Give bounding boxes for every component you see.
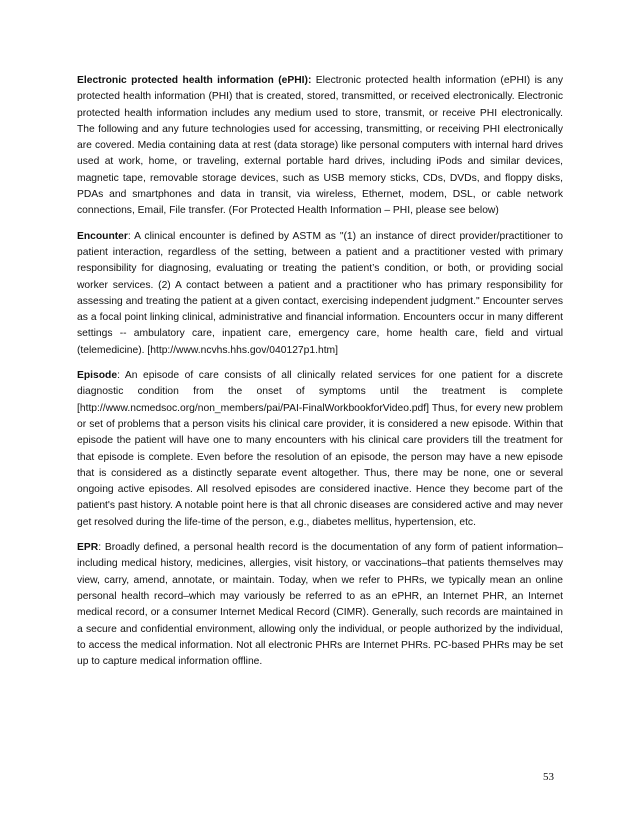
definition-encounter-text: : A clinical encounter is defined by ASTM as "(1) an instance of direct provider/practitioner to patient interaction, regardless of the setting, between a patient and a practitioner vested with primary responsibility for diagnosing, evaluating or treating the patient’s condition, or both, or providing social worker services. (2) A contact between a patient and a practitioner who has primary responsibility for assessing and treating the patient at a given contact, exercising independent judgment." Encounter serves as a focal point linking clinical, administrative and financial information. Encounters occur in many different settings -- ambulatory care, inpatient care, emergency care, home health care, field and virtual (telemedicine). [http://www.ncvhs.hhs.gov/040127p1.htm]: [77, 230, 563, 356]
definition-episode: [77, 368, 563, 531]
term-episode: Episode: [77, 370, 118, 382]
term-epr: EPR: [77, 542, 99, 554]
definition-epr-text: : Broadly defined, a personal health record is the documentation of any form of patient information–including medical history, medicines, allergies, visit history, or vaccinations–that patients themselves may view, carry, amend, annotate, or maintain. Today, when we refer to PHRs, we typically mean an online personal health record–which may variously be referred to as an ePHR, an Internet PHR, an Internet medical record, or a consumer Internet Medical Record (CIMR). Generally, such records are maintained in a secure and confidential environment, allowing only the individual, or people authorized by the individual, to access the medical information. Not all electronic PHRs are Internet PHRs. PC-based PHRs may be set up to capture medical information offline.: [77, 542, 563, 668]
definition-encounter: [77, 229, 563, 359]
page-number: 53: [543, 771, 554, 783]
definition-ephi: [77, 73, 563, 220]
definition-ephi-text: Electronic protected health information (ePHI) is any protected health information (PHI) that is created, stored, transmitted, or received electronically. Electronic protected health information includes any medium used to store, transmit, or receive PHI electronically. The following and any future technologies used for accessing, transmitting, or receiving PHI electronically are covered. Media containing data at rest (data storage) like personal computers with internal hard drives used at work, home, or traveling, external portable hard drives, including iPods and similar devices, magnetic tape, removable storage devices, such as USB memory sticks, CDs, DVDs, and floppy disks, PDAs and smartphones and data in transit, via wireless, Ethernet, modem, DSL, or cable network connections, Email, File transfer. (For Protected Health Information – PHI, please see below): [77, 75, 563, 217]
page-body: [77, 73, 563, 679]
definition-episode-text: : An episode of care consists of all clinically related services for one patient for a discrete diagnostic condition from the onset of symptoms until the treatment is complete [http://www.ncmedsoc.org/non_members/pai/PAI-FinalWorkbookforVideo.pdf] Thus, for every new problem or set of problems that a person visits his clinical care provider, it is considered a new episode. Within that episode the patient will have one to many encounters with his clinical care providers till the treatment for that episode is complete. Even before the resolution of an episode, the person may have a new episode that is considered as a distinctly separate event altogether. Thus, there may be none, one or several ongoing active episodes. All resolved episodes are considered inactive. Hence they become part of the patient's past history. A notable point here is that all chronic diseases are considered active and may never get resolved during the life-time of the person, e.g., diabetes mellitus, hypertension, etc.: [77, 370, 563, 528]
term-ephi: Electronic protected health information (ePHI):: [77, 75, 312, 86]
term-encounter: Encounter: [77, 230, 128, 242]
definition-epr: [77, 540, 563, 670]
